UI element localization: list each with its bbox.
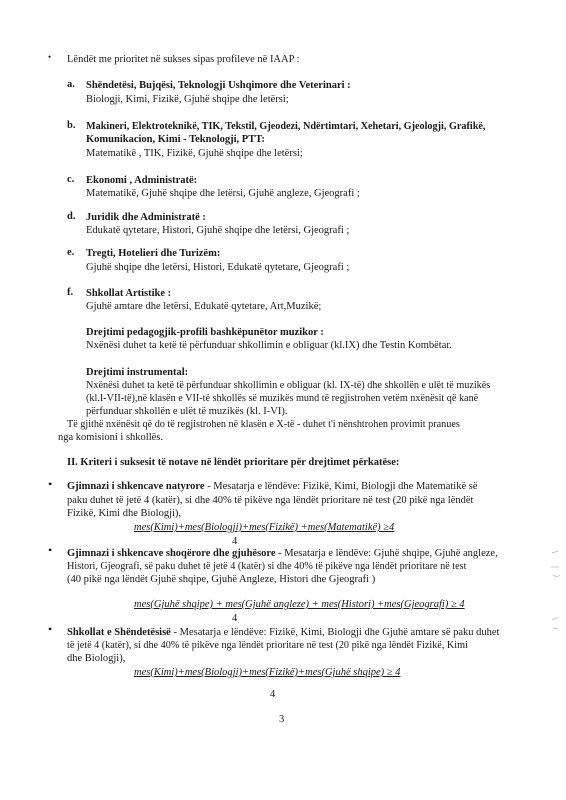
profile-subjects-c: Matematikë, Gjuhë shqipe dhe letërsi, Gjuhë angleze, Gjeografi ; bbox=[86, 188, 360, 199]
criterion-2-line2: Histori, Gjeografi, së paku duhet të jetë 4 (katër) si dhe 40% të pikëve nga lëndët prioritare në test bbox=[67, 561, 467, 572]
profile-letter-c: c. bbox=[67, 174, 75, 185]
profile-subjects-d: Edukatë qytetare, Histori, Gjuhë shqipe dhe letërsi, Gjeografi ; bbox=[86, 225, 350, 236]
profile-subjects-b: Matematikë , TIK, Fizikë, Gjuhë shqipe dhe letërsi; bbox=[86, 148, 303, 159]
profile-subjects-a: Biologji, Kimi, Fizikë, Gjuhë shqipe dhe letërsi; bbox=[86, 94, 289, 105]
profile-title-c: Ekonomi , Administratë: bbox=[86, 175, 198, 186]
instrumental-line3: përfunduar shkollën e ulët të muzikës (kl. I-VI). bbox=[86, 406, 288, 417]
criterion-2-line1 bbox=[67, 547, 498, 561]
criterion-2-denominator: 4 bbox=[232, 613, 238, 624]
criterion-3-line3: dhe Biologji), bbox=[67, 653, 126, 664]
criterion-2-line3: (40 pikë nga lëndët Gjuhë shqipe, Gjuhë Angleze, Histori dhe Gjeografi ) bbox=[67, 574, 376, 585]
criterion-3-desc: - Mesatarja e lëndëve: Fizikë, Kimi, Biologji dhe Gjuhë amtare së paku duhet bbox=[170, 627, 500, 638]
pedagogical-text: Nxënësi duhet ta ketë të përfunduar shkollimin e obliguar (kl.IX) dhe Testin Kombëtar. bbox=[86, 340, 452, 351]
profile-title-f: Shkollat Artistike : bbox=[86, 288, 172, 299]
margin-scribble-icon bbox=[548, 545, 564, 635]
profile-subjects-e: Gjuhë shqipe dhe letërsi, Histori, Edukatë qytetare, Gjeografi ; bbox=[86, 262, 350, 273]
instrumental-line1: Nxënësi duhet ta ketë të përfunduar shkollimin e obliguar (kl. IX-të) dhe shkollën e ulët të muzikës bbox=[86, 380, 491, 391]
criterion-3-line1 bbox=[67, 626, 499, 640]
criterion-1-denominator: 4 bbox=[232, 536, 238, 547]
page-number: 3 bbox=[279, 714, 285, 725]
profile-title-a: Shëndetësi, Bujqësi, Teknologji Ushqimore dhe Veterinari : bbox=[86, 80, 351, 91]
profile-title-e: Tregti, Hotelieri dhe Turizëm: bbox=[86, 248, 221, 259]
bullet-marker: • bbox=[48, 622, 53, 636]
criterion-1-line1 bbox=[67, 480, 478, 494]
instrumental-line4: Të gjithë nxënësit që do të regjistrohen në klasën e X-të - duhet t'i nënshtrohen provimit pranues bbox=[67, 419, 460, 430]
profile-letter-b: b. bbox=[67, 120, 76, 131]
profile-subjects-f: Gjuhë amtare dhe letërsi, Edukatë qytetare, Art,Muzikë; bbox=[86, 301, 322, 312]
criterion-3-denominator: 4 bbox=[270, 689, 276, 700]
criterion-1-line3: Fizikë, Kimi dhe Biologji), bbox=[67, 508, 182, 519]
pedagogical-title: Drejtimi pedagogjik-profili bashkëpunëtor muzikor : bbox=[86, 327, 324, 338]
bullet-marker: • bbox=[48, 477, 53, 491]
profile-letter-d: d. bbox=[67, 211, 76, 222]
instrumental-title: Drejtimi instrumental: bbox=[86, 367, 189, 378]
criterion-2-desc: - Mesatarja e lëndëve: Gjuhë shqipe, Gjuhë angleze, bbox=[275, 548, 498, 559]
profile-letter-f: f. bbox=[67, 287, 74, 298]
bullet-marker: • bbox=[48, 543, 53, 557]
intro-heading: Lëndët me prioritet në sukses sipas profileve në IAAP : bbox=[67, 54, 300, 65]
criterion-3-formula: mes(Kimi)+mes(Biologji)+mes(Fizikë)+mes(Gjuhë shqipe) ≥ 4 bbox=[134, 667, 401, 678]
profile-letter-e: e. bbox=[67, 247, 75, 258]
criterion-2-formula: mes(Gjuhë shqipe) + mes(Gjuhë angleze) + mes(Histori) +mes(Gjeografi) ≥ 4 bbox=[134, 599, 465, 610]
profile-letter-a: a. bbox=[67, 79, 75, 90]
criterion-1-desc: - Mesatarja e lëndëve: Fizikë, Kimi, Biologji dhe Matematikë së bbox=[204, 481, 478, 492]
criterion-3-line2: të jetë 4 (katër), si dhe 40% të pikëve nga lëndët prioritare në test (20 pikë nga lëndët Fizikë, Kimi bbox=[67, 640, 468, 651]
profile-title-d: Juridik dhe Administratë : bbox=[86, 212, 206, 223]
profile-title-b-line2: Komunikacion, Kimi - Teknologji, PTT: bbox=[86, 134, 265, 145]
instrumental-line5: nga komisioni i shkollës. bbox=[58, 432, 163, 443]
criterion-2-name: Gjimnazi i shkencave shoqërore dhe gjuhësore bbox=[67, 548, 276, 559]
section-2-title: II. Kriteri i suksesit të notave në lëndët prioritare për drejtimet përkatëse: bbox=[67, 457, 400, 468]
criterion-3-name: Shkollat e Shëndetësisë bbox=[67, 627, 171, 638]
criterion-1-name: Gjimnazi i shkencave natyrore bbox=[67, 481, 205, 492]
profile-title-b-line1: Makineri, Elektroteknikë, TIK, Tekstil, Gjeodezi, Ndërtimtari, Xehetari, Gjeologji, Grafikë, bbox=[86, 121, 486, 132]
criterion-1-formula: mes(Kimi)+mes(Biologji)+mes(Fizikë) +mes(Matematikë) ≥4 bbox=[134, 522, 395, 533]
criterion-1-line2: paku duhet të jetë 4 (katër), si dhe 40% të pikëve nga lëndët prioritare në test (20 pikë nga lëndët bbox=[67, 495, 474, 506]
bullet-marker: • bbox=[48, 52, 52, 62]
instrumental-line2: (kl.I-VII-të),në klasën e VII-të shkollës së muzikës mund të regjistrohen vetëm nxënësit që kanë bbox=[86, 393, 479, 404]
